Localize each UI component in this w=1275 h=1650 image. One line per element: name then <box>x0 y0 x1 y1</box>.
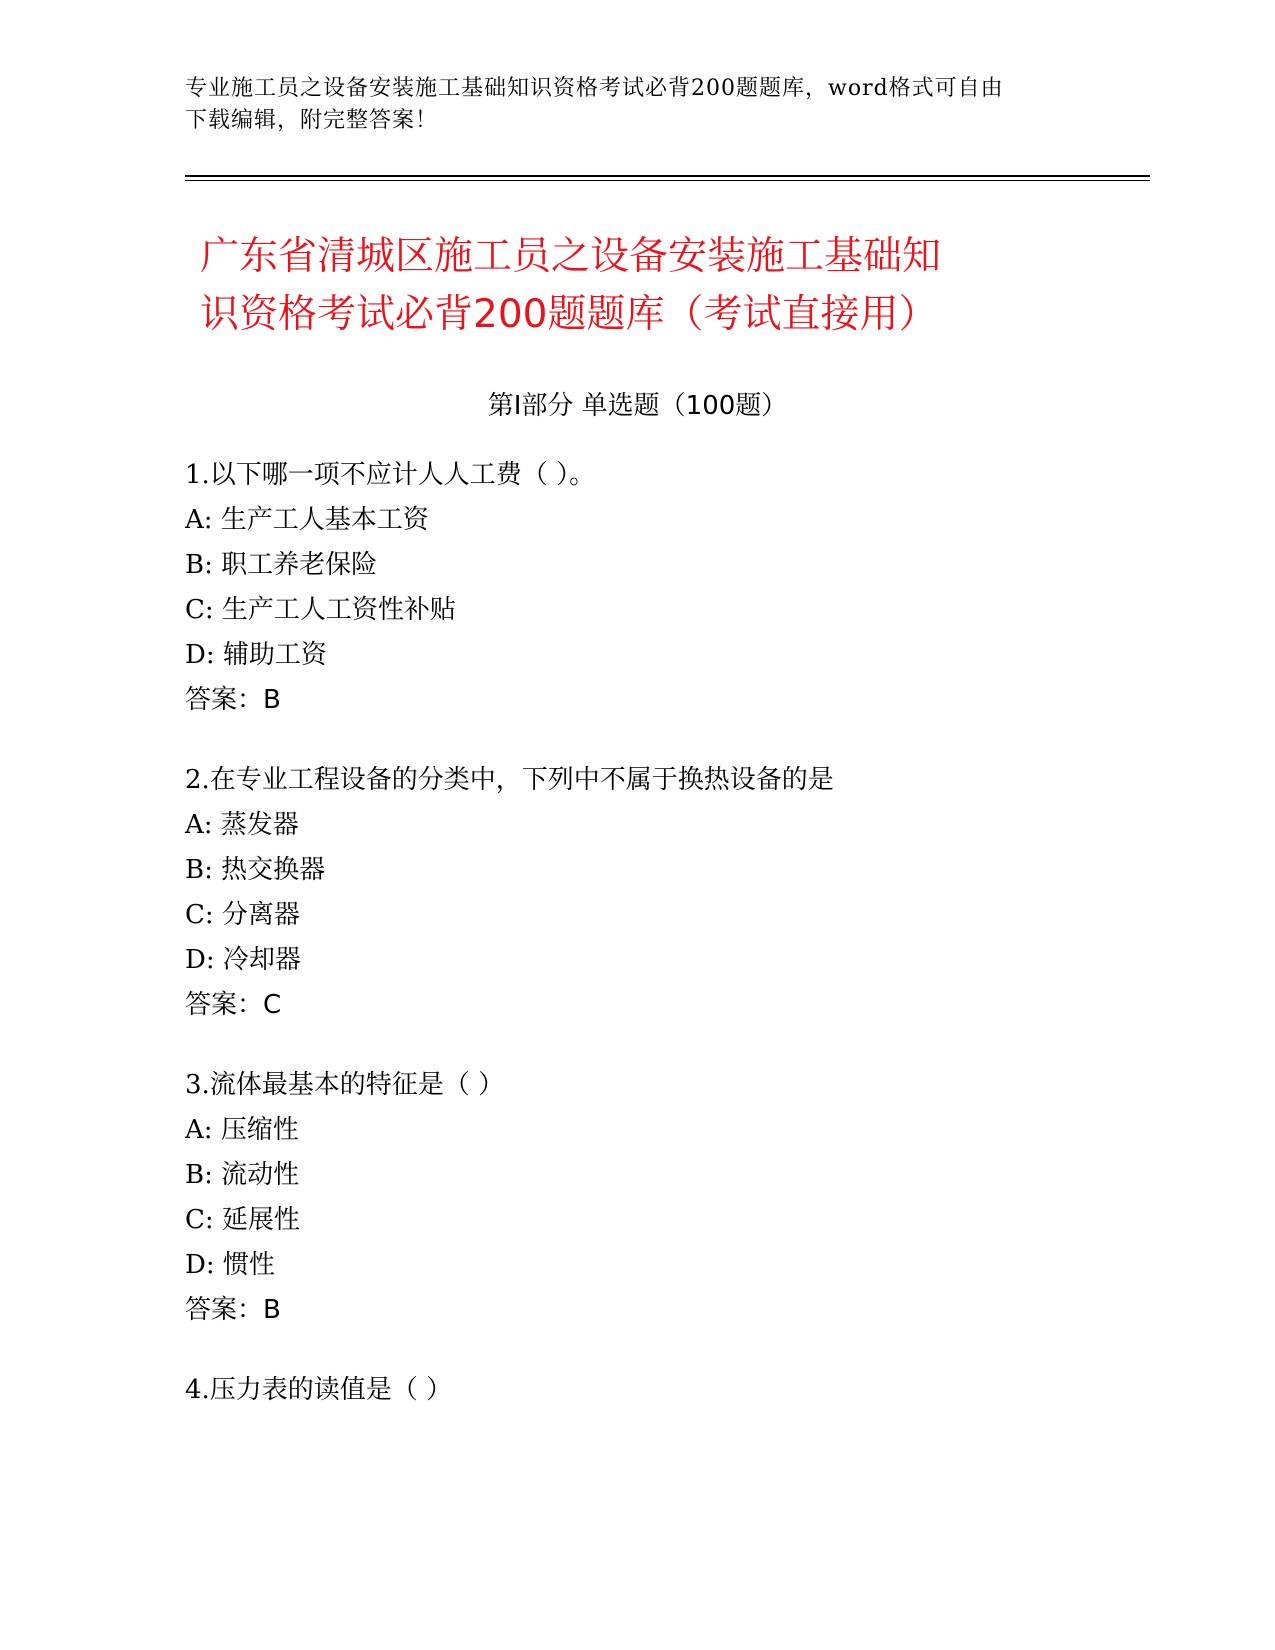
document-header <box>185 73 1085 137</box>
document-title <box>200 228 1100 344</box>
question-stem: 2.在专业工程设备的分类中，下列中不属于换热设备的是 <box>185 765 834 795</box>
answer-line: 答案：C <box>185 990 282 1020</box>
option-c: C: 延展性 <box>185 1205 300 1235</box>
option-a: A: 压缩性 <box>185 1115 299 1145</box>
title-line-2: 识资格考试必背200题题库（考试直接用） <box>200 292 938 337</box>
option-d: D: 冷却器 <box>185 945 301 975</box>
answer-line: 答案：B <box>185 685 281 715</box>
answer-line: 答案：B <box>185 1295 281 1325</box>
option-c: C: 生产工人工资性补贴 <box>185 595 456 625</box>
question-stem: 1.以下哪一项不应计人人工费（ ）。 <box>185 460 596 490</box>
header-line-2: 下载编辑，附完整答案！ <box>185 108 439 133</box>
option-b: B: 热交换器 <box>185 855 326 885</box>
title-line-1: 广东省清城区施工员之设备安装施工基础知 <box>200 234 942 279</box>
question-stem: 3.流体最基本的特征是（ ） <box>185 1070 505 1100</box>
question-4 <box>185 1368 1085 1413</box>
option-b: B: 流动性 <box>185 1160 300 1190</box>
option-c: C: 分离器 <box>185 900 300 930</box>
header-divider-thick <box>185 175 1150 177</box>
option-a: A: 生产工人基本工资 <box>185 505 429 535</box>
question-3 <box>185 1063 1085 1333</box>
option-a: A: 蒸发器 <box>185 810 299 840</box>
option-d: D: 辅助工资 <box>185 640 327 670</box>
header-divider-thin <box>185 180 1150 181</box>
section-heading: 第Ⅰ部分 单选题（100题） <box>487 391 788 421</box>
question-stem: 4.压力表的读值是（ ） <box>185 1375 453 1405</box>
question-1 <box>185 453 1085 723</box>
question-2 <box>185 758 1085 1028</box>
option-b: B: 职工养老保险 <box>185 550 378 580</box>
option-d: D: 惯性 <box>185 1250 275 1280</box>
header-line-1: 专业施工员之设备安装施工基础知识资格考试必背200题题库，word格式可自由 <box>185 76 1004 101</box>
